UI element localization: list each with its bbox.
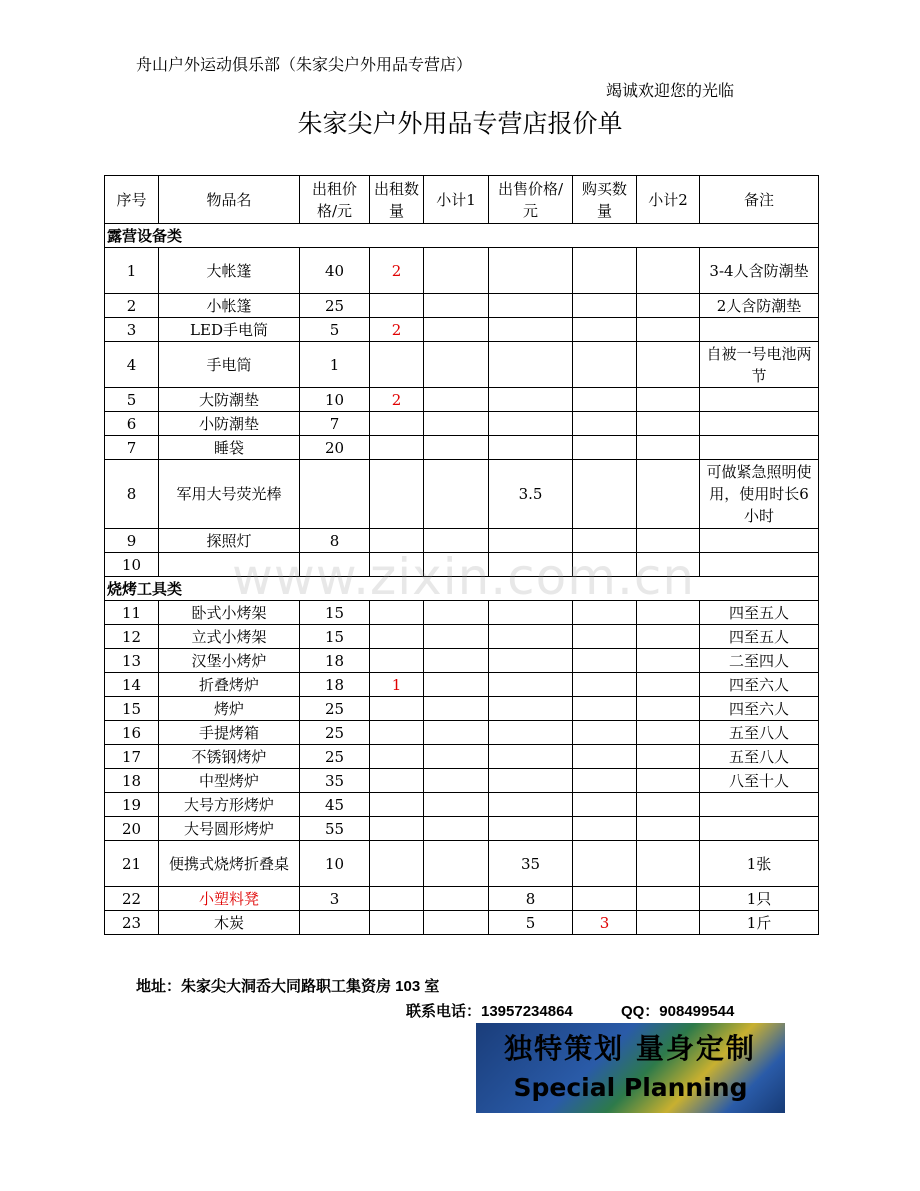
cell-subtotal-2 [637, 388, 700, 412]
cell-subtotal-2 [637, 911, 700, 935]
table-row [105, 817, 819, 841]
cell-rent-price: 8 [300, 529, 370, 553]
cell-buy-qty [573, 745, 637, 769]
cell-subtotal-2 [637, 817, 700, 841]
cell-buy-qty [573, 601, 637, 625]
phone: 联系电话：13957234864 [406, 1003, 573, 1020]
header-rent-qty: 出租数量 [370, 176, 424, 224]
cell-note [700, 412, 819, 436]
cell-note: 1张 [700, 841, 819, 887]
table-row [105, 553, 819, 577]
table-row [105, 529, 819, 553]
cell-no: 5 [105, 388, 159, 412]
page-title: 朱家尖户外用品专营店报价单 [297, 109, 623, 138]
cell-subtotal-1 [424, 721, 489, 745]
cell-rent-qty: 2 [370, 318, 424, 342]
cell-no: 9 [105, 529, 159, 553]
cell-item-name: 木炭 [159, 911, 300, 935]
table-row [105, 887, 819, 911]
banner-slogan: 独特策划 量身定制 [504, 1032, 756, 1065]
cell-note [700, 388, 819, 412]
cell-rent-qty [370, 529, 424, 553]
cell-rent-price: 25 [300, 745, 370, 769]
cell-sale-price: 3.5 [489, 460, 573, 529]
cell-subtotal-1 [424, 649, 489, 673]
cell-subtotal-2 [637, 793, 700, 817]
header-note: 备注 [700, 176, 819, 224]
cell-item-name: 卧式小烤架 [159, 601, 300, 625]
cell-buy-qty [573, 294, 637, 318]
qq-number: QQ：908499544 [620, 1003, 735, 1020]
cell-no: 15 [105, 697, 159, 721]
cell-subtotal-1 [424, 697, 489, 721]
cell-subtotal-2 [637, 649, 700, 673]
cell-item-name: 大帐篷 [159, 248, 300, 294]
cell-no: 18 [105, 769, 159, 793]
cell-note [700, 793, 819, 817]
cell-sale-price [489, 553, 573, 577]
cell-buy-qty: 3 [573, 911, 637, 935]
cell-rent-price: 10 [300, 388, 370, 412]
cell-rent-qty [370, 294, 424, 318]
cell-note: 1斤 [700, 911, 819, 935]
club-name: 舟山户外运动俱乐部（朱家尖户外用品专营店） [136, 55, 473, 74]
cell-note: 五至八人 [700, 721, 819, 745]
watermark: www.zixin.com.cn [232, 548, 696, 606]
cell-item-name: 大防潮垫 [159, 388, 300, 412]
cell-no: 11 [105, 601, 159, 625]
cell-subtotal-2 [637, 601, 700, 625]
cell-rent-price [300, 911, 370, 935]
cell-rent-price: 1 [300, 342, 370, 388]
cell-rent-qty: 2 [370, 248, 424, 294]
cell-sale-price [489, 248, 573, 294]
cell-buy-qty [573, 841, 637, 887]
cell-buy-qty [573, 412, 637, 436]
cell-rent-price [300, 553, 370, 577]
cell-subtotal-1 [424, 460, 489, 529]
cell-rent-price: 10 [300, 841, 370, 887]
table-row [105, 745, 819, 769]
cell-item-name: 不锈钢烤炉 [159, 745, 300, 769]
banner-english: Special Planning [513, 1073, 748, 1102]
contact-line [406, 1000, 734, 1021]
cell-subtotal-1 [424, 887, 489, 911]
cell-rent-qty: 2 [370, 388, 424, 412]
cell-sale-price: 8 [489, 887, 573, 911]
cell-subtotal-1 [424, 412, 489, 436]
cell-rent-qty [370, 887, 424, 911]
cell-subtotal-1 [424, 793, 489, 817]
table-row [105, 248, 819, 294]
cell-subtotal-2 [637, 529, 700, 553]
cell-no: 8 [105, 460, 159, 529]
cell-buy-qty [573, 388, 637, 412]
cell-rent-qty [370, 793, 424, 817]
table-row [105, 673, 819, 697]
cell-item-name [159, 553, 300, 577]
cell-subtotal-1 [424, 673, 489, 697]
cell-subtotal-1 [424, 248, 489, 294]
table-body [105, 224, 819, 935]
cell-item-name: 大号圆形烤炉 [159, 817, 300, 841]
cell-subtotal-1 [424, 388, 489, 412]
cell-rent-price: 55 [300, 817, 370, 841]
cell-note: 四至六人 [700, 697, 819, 721]
cell-rent-price: 25 [300, 721, 370, 745]
cell-buy-qty [573, 721, 637, 745]
cell-note: 五至八人 [700, 745, 819, 769]
header-buy-qty: 购买数量 [573, 176, 637, 224]
cell-rent-price: 45 [300, 793, 370, 817]
cell-no: 21 [105, 841, 159, 887]
cell-subtotal-1 [424, 318, 489, 342]
cell-rent-qty [370, 649, 424, 673]
cell-no: 1 [105, 248, 159, 294]
table-row [105, 841, 819, 887]
table-row [105, 388, 819, 412]
cell-subtotal-2 [637, 436, 700, 460]
address: 地址：朱家尖大洞岙大同路职工集资房 103 室 [136, 978, 440, 995]
cell-item-name: 中型烤炉 [159, 769, 300, 793]
cell-rent-qty [370, 769, 424, 793]
cell-sale-price [489, 817, 573, 841]
cell-rent-qty [370, 553, 424, 577]
cell-buy-qty [573, 342, 637, 388]
cell-no: 16 [105, 721, 159, 745]
table-header-row [105, 176, 819, 224]
cell-rent-price: 20 [300, 436, 370, 460]
cell-buy-qty [573, 817, 637, 841]
cell-no: 14 [105, 673, 159, 697]
cell-sale-price: 5 [489, 911, 573, 935]
cell-subtotal-2 [637, 318, 700, 342]
cell-buy-qty [573, 625, 637, 649]
cell-subtotal-2 [637, 673, 700, 697]
cell-sale-price [489, 388, 573, 412]
table-row [105, 601, 819, 625]
cell-subtotal-2 [637, 412, 700, 436]
cell-subtotal-2 [637, 745, 700, 769]
cell-subtotal-2 [637, 248, 700, 294]
cell-rent-price: 25 [300, 697, 370, 721]
cell-note [700, 318, 819, 342]
cell-item-name: 汉堡小烤炉 [159, 649, 300, 673]
cell-no: 12 [105, 625, 159, 649]
quote-table [104, 175, 819, 935]
cell-item-name: 小塑料凳 [159, 887, 300, 911]
cell-no: 17 [105, 745, 159, 769]
cell-subtotal-1 [424, 911, 489, 935]
cell-item-name: 便携式烧烤折叠桌 [159, 841, 300, 887]
cell-no: 20 [105, 817, 159, 841]
cell-subtotal-2 [637, 769, 700, 793]
cell-sale-price: 35 [489, 841, 573, 887]
cell-rent-price: 15 [300, 625, 370, 649]
cell-no: 3 [105, 318, 159, 342]
cell-rent-qty [370, 436, 424, 460]
header-item-name: 物品名 [159, 176, 300, 224]
cell-buy-qty [573, 248, 637, 294]
cell-subtotal-1 [424, 601, 489, 625]
cell-subtotal-1 [424, 342, 489, 388]
cell-rent-price: 35 [300, 769, 370, 793]
cell-rent-qty [370, 745, 424, 769]
cell-no: 10 [105, 553, 159, 577]
cell-note [700, 529, 819, 553]
cell-note: 四至五人 [700, 625, 819, 649]
header-subtotal-1: 小计1 [424, 176, 489, 224]
cell-no: 13 [105, 649, 159, 673]
cell-note [700, 817, 819, 841]
cell-item-name: LED手电筒 [159, 318, 300, 342]
header-no: 序号 [105, 176, 159, 224]
category-row [105, 577, 819, 601]
cell-sale-price [489, 721, 573, 745]
table-row [105, 769, 819, 793]
cell-sale-price [489, 745, 573, 769]
cell-rent-qty [370, 625, 424, 649]
cell-rent-qty [370, 460, 424, 529]
cell-buy-qty [573, 436, 637, 460]
header-rent-price: 出租价格/元 [300, 176, 370, 224]
category-label: 烧烤工具类 [105, 577, 819, 601]
cell-buy-qty [573, 649, 637, 673]
cell-sale-price [489, 673, 573, 697]
cell-note: 四至六人 [700, 673, 819, 697]
cell-no: 23 [105, 911, 159, 935]
cell-subtotal-2 [637, 553, 700, 577]
cell-rent-price: 25 [300, 294, 370, 318]
cell-rent-qty [370, 817, 424, 841]
cell-no: 4 [105, 342, 159, 388]
cell-rent-price [300, 460, 370, 529]
cell-rent-qty [370, 721, 424, 745]
cell-buy-qty [573, 793, 637, 817]
cell-note: 二至四人 [700, 649, 819, 673]
cell-buy-qty [573, 769, 637, 793]
cell-rent-price: 3 [300, 887, 370, 911]
cell-rent-price: 40 [300, 248, 370, 294]
cell-note: 四至五人 [700, 601, 819, 625]
cell-rent-price: 18 [300, 673, 370, 697]
table-row [105, 625, 819, 649]
cell-note: 八至十人 [700, 769, 819, 793]
cell-rent-price: 7 [300, 412, 370, 436]
cell-subtotal-2 [637, 697, 700, 721]
cell-sale-price [489, 294, 573, 318]
cell-item-name: 小帐篷 [159, 294, 300, 318]
cell-subtotal-2 [637, 342, 700, 388]
cell-subtotal-1 [424, 294, 489, 318]
cell-buy-qty [573, 887, 637, 911]
banner-image [476, 1023, 785, 1113]
cell-no: 22 [105, 887, 159, 911]
cell-item-name: 小防潮垫 [159, 412, 300, 436]
category-row [105, 224, 819, 248]
cell-no: 6 [105, 412, 159, 436]
cell-subtotal-2 [637, 721, 700, 745]
cell-subtotal-1 [424, 553, 489, 577]
cell-sale-price [489, 649, 573, 673]
cell-subtotal-1 [424, 817, 489, 841]
cell-subtotal-1 [424, 745, 489, 769]
table-row [105, 342, 819, 388]
welcome-text: 竭诚欢迎您的光临 [606, 81, 735, 100]
cell-buy-qty [573, 318, 637, 342]
table-row [105, 649, 819, 673]
cell-sale-price [489, 412, 573, 436]
category-label: 露营设备类 [105, 224, 819, 248]
cell-rent-qty [370, 697, 424, 721]
table-row [105, 318, 819, 342]
table-row [105, 911, 819, 935]
cell-subtotal-1 [424, 625, 489, 649]
cell-rent-price: 5 [300, 318, 370, 342]
table-row [105, 793, 819, 817]
cell-buy-qty [573, 553, 637, 577]
cell-subtotal-1 [424, 841, 489, 887]
cell-sale-price [489, 318, 573, 342]
header-subtotal-2: 小计2 [637, 176, 700, 224]
cell-item-name: 探照灯 [159, 529, 300, 553]
cell-rent-qty: 1 [370, 673, 424, 697]
cell-sale-price [489, 436, 573, 460]
cell-subtotal-1 [424, 436, 489, 460]
cell-subtotal-2 [637, 625, 700, 649]
cell-subtotal-2 [637, 460, 700, 529]
cell-item-name: 烤炉 [159, 697, 300, 721]
cell-rent-qty [370, 841, 424, 887]
cell-subtotal-1 [424, 529, 489, 553]
cell-no: 2 [105, 294, 159, 318]
cell-item-name: 军用大号荧光棒 [159, 460, 300, 529]
table-row [105, 460, 819, 529]
cell-no: 19 [105, 793, 159, 817]
cell-rent-qty [370, 911, 424, 935]
cell-sale-price [489, 769, 573, 793]
cell-rent-price: 18 [300, 649, 370, 673]
cell-sale-price [489, 601, 573, 625]
cell-subtotal-2 [637, 294, 700, 318]
cell-note: 1只 [700, 887, 819, 911]
cell-sale-price [489, 625, 573, 649]
cell-rent-price: 15 [300, 601, 370, 625]
cell-no: 7 [105, 436, 159, 460]
cell-note [700, 436, 819, 460]
cell-sale-price [489, 793, 573, 817]
cell-rent-qty [370, 412, 424, 436]
cell-buy-qty [573, 673, 637, 697]
header-sale-price: 出售价格/元 [489, 176, 573, 224]
cell-note: 2人含防潮垫 [700, 294, 819, 318]
table-row [105, 412, 819, 436]
table-row [105, 294, 819, 318]
cell-buy-qty [573, 529, 637, 553]
cell-note: 3-4人含防潮垫 [700, 248, 819, 294]
table-row [105, 721, 819, 745]
cell-subtotal-2 [637, 841, 700, 887]
cell-item-name: 立式小烤架 [159, 625, 300, 649]
cell-item-name: 手提烤箱 [159, 721, 300, 745]
cell-note: 自被一号电池两节 [700, 342, 819, 388]
cell-sale-price [489, 529, 573, 553]
table-row [105, 697, 819, 721]
cell-item-name: 手电筒 [159, 342, 300, 388]
cell-note: 可做紧急照明使用，使用时长6小时 [700, 460, 819, 529]
cell-item-name: 睡袋 [159, 436, 300, 460]
cell-buy-qty [573, 460, 637, 529]
cell-item-name: 大号方形烤炉 [159, 793, 300, 817]
cell-sale-price [489, 697, 573, 721]
cell-item-name: 折叠烤炉 [159, 673, 300, 697]
cell-rent-qty [370, 601, 424, 625]
cell-subtotal-2 [637, 887, 700, 911]
cell-subtotal-1 [424, 769, 489, 793]
cell-buy-qty [573, 697, 637, 721]
cell-sale-price [489, 342, 573, 388]
table-row [105, 436, 819, 460]
cell-note [700, 553, 819, 577]
cell-rent-qty [370, 342, 424, 388]
